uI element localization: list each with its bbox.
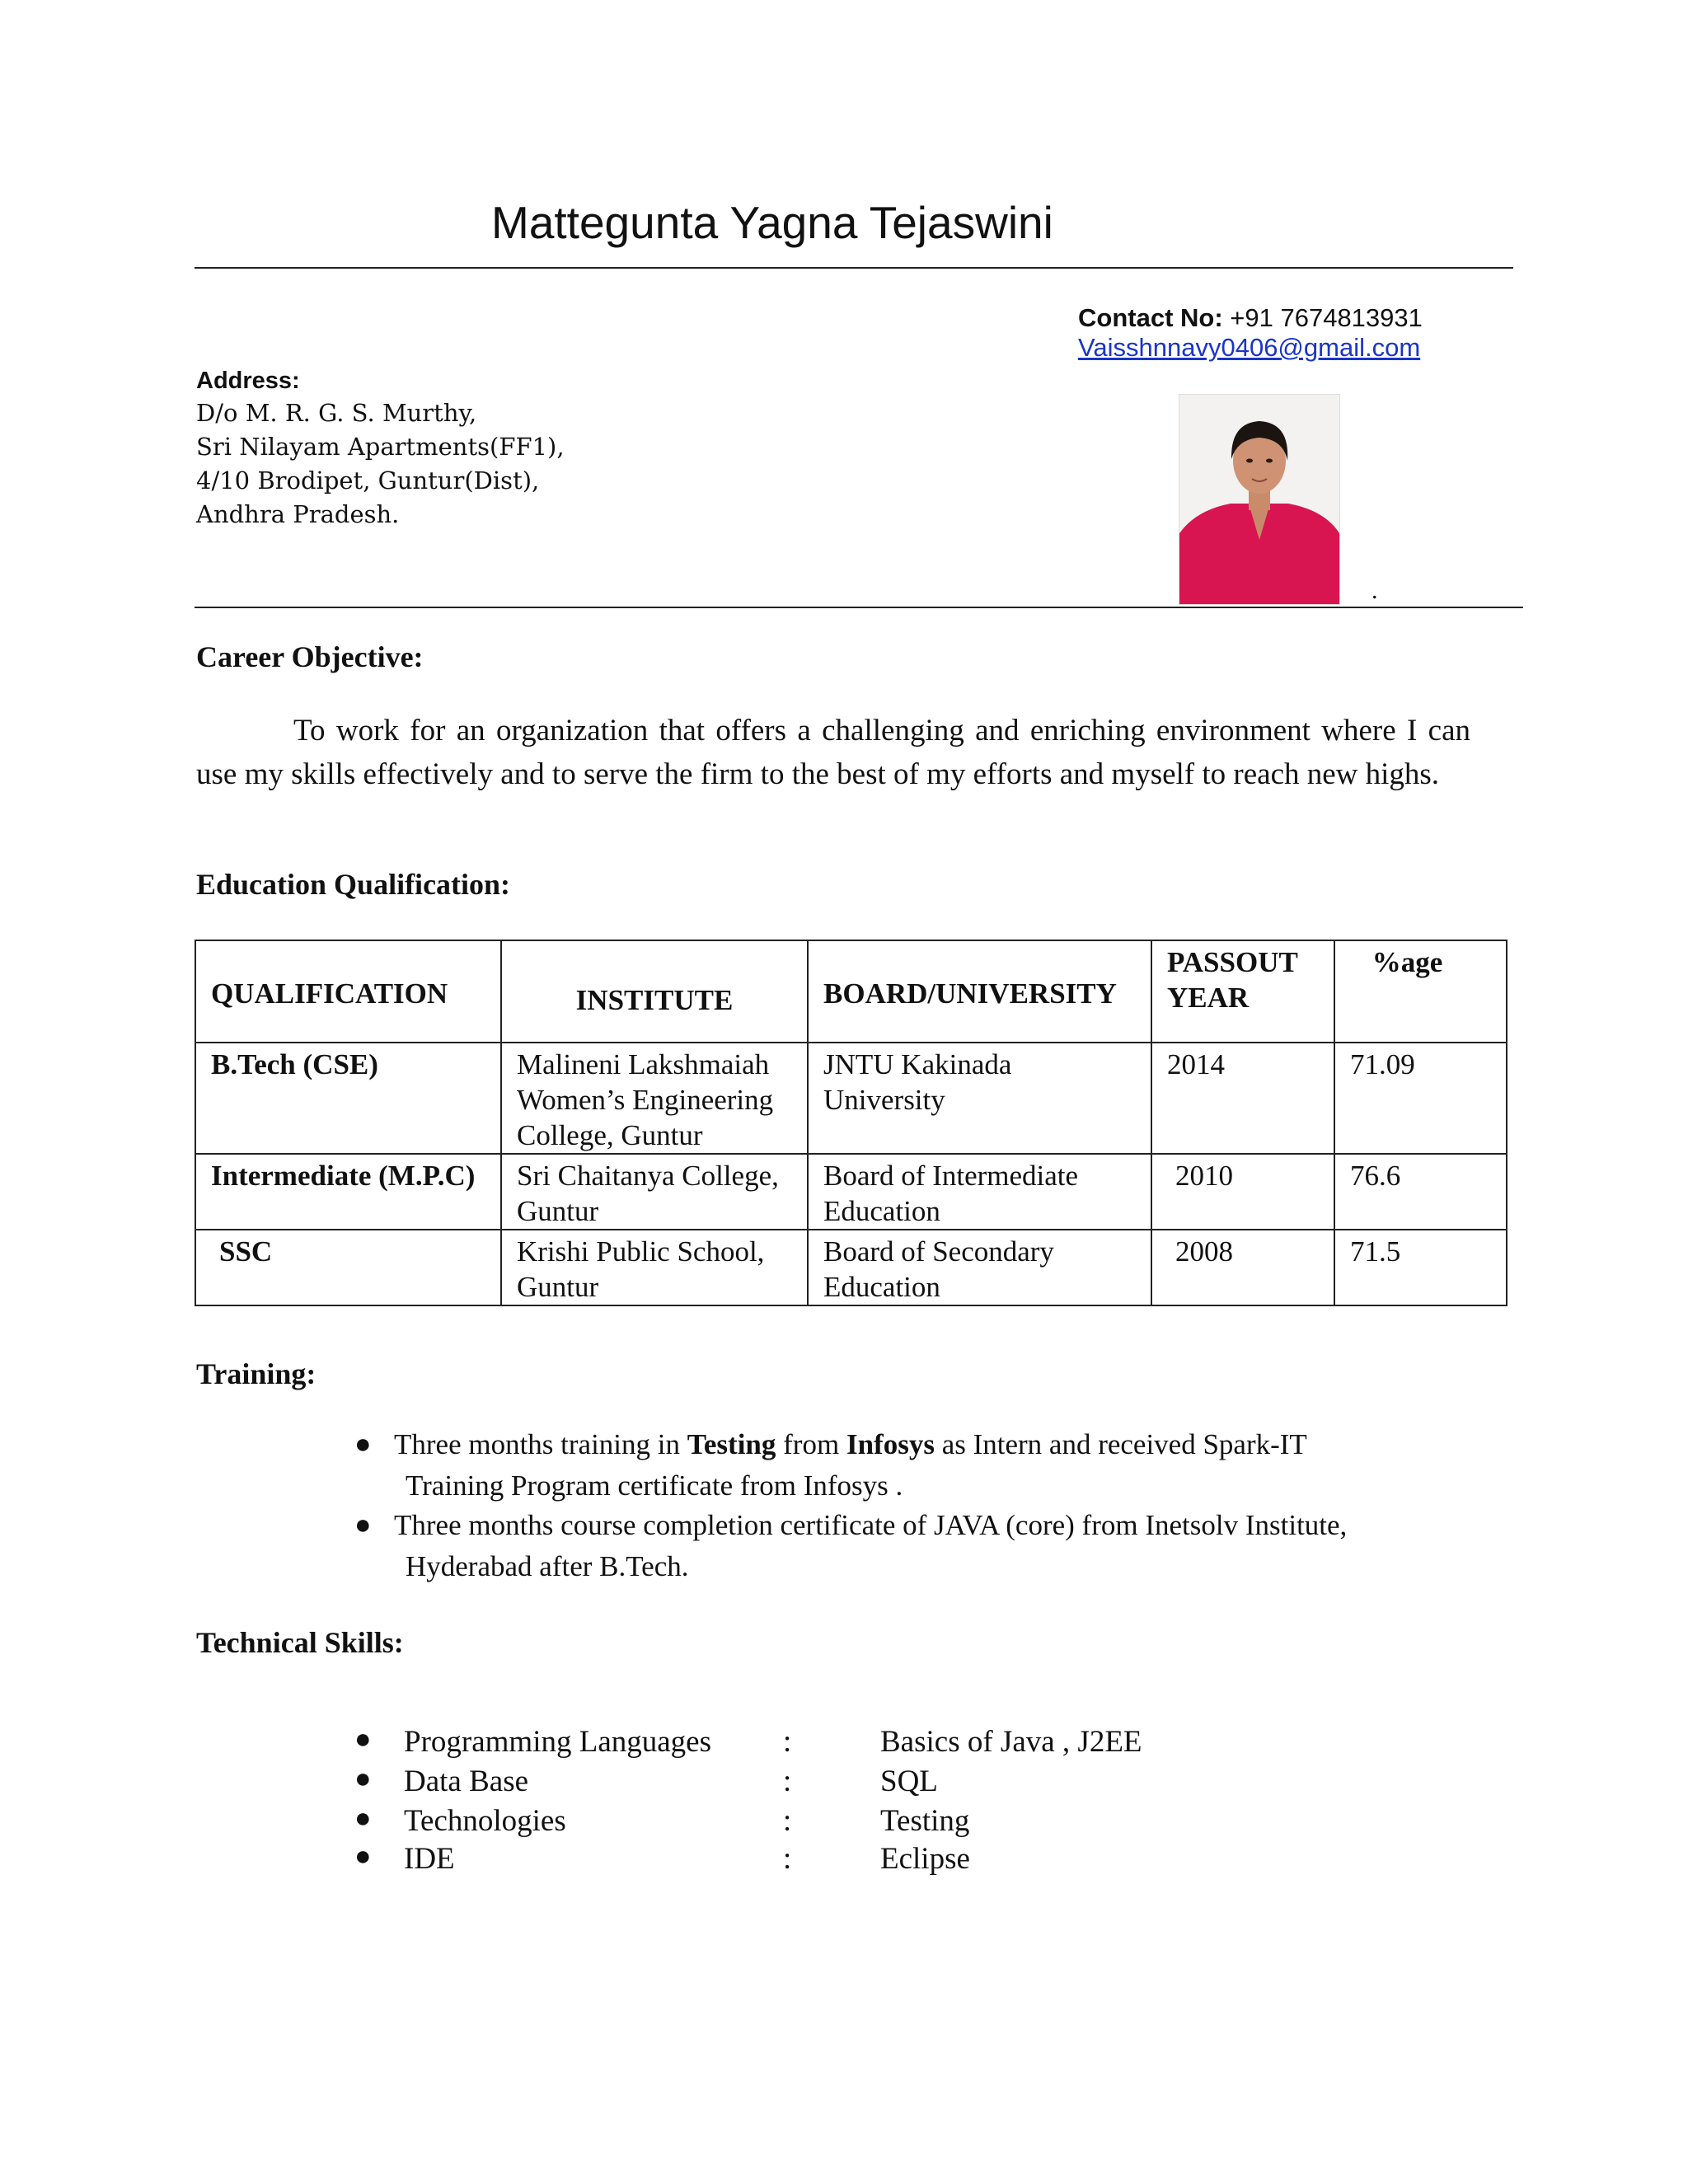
training-text: Three months training in xyxy=(394,1428,687,1460)
education-heading: Education Qualification: xyxy=(196,868,511,901)
skill-separator: : xyxy=(783,1804,792,1838)
cell-board: Board of Intermediate Education xyxy=(808,1154,1151,1230)
cell-institute: Krishi Public School, Guntur xyxy=(501,1230,808,1305)
photo-dot: . xyxy=(1372,577,1378,604)
training-heading: Training: xyxy=(196,1357,316,1390)
table-row xyxy=(195,1154,1507,1230)
cell-year: 2008 xyxy=(1151,1230,1334,1305)
address-line: 4/10 Brodipet, Guntur(Dist), xyxy=(196,466,540,494)
technical-skills-heading: Technical Skills: xyxy=(196,1626,404,1659)
training-emphasis: Infosys xyxy=(846,1428,935,1460)
bullet-icon: ● xyxy=(354,1724,372,1755)
skill-value: Eclipse xyxy=(880,1842,970,1876)
col-header-passout-year: PASSOUT YEAR xyxy=(1151,940,1334,1043)
training-emphasis: Testing xyxy=(687,1428,776,1460)
career-objective-heading: Career Objective: xyxy=(196,640,424,673)
skill-label: Data Base xyxy=(404,1765,529,1798)
training-text: Three months course completion certificate of JAVA (core) from Inetsolv Institute, xyxy=(394,1509,1348,1541)
training-text: from xyxy=(776,1428,846,1460)
cell-percent: 76.6 xyxy=(1334,1154,1507,1230)
cell-year: 2010 xyxy=(1151,1154,1334,1230)
education-table xyxy=(195,940,1507,1306)
skill-separator: : xyxy=(783,1842,792,1876)
contact-label: Contact No: xyxy=(1078,303,1223,332)
table-header-row xyxy=(195,940,1507,1043)
email-link[interactable]: Vaisshnnavy0406@gmail.com xyxy=(1078,333,1421,362)
training-text: Hyderabad after B.Tech. xyxy=(406,1550,689,1582)
section-divider xyxy=(195,607,1523,608)
address-line: D/o M. R. G. S. Murthy, xyxy=(196,399,477,427)
table-row xyxy=(195,1230,1507,1305)
skill-label: IDE xyxy=(404,1842,455,1876)
col-header-board: BOARD/UNIVERSITY xyxy=(808,940,1151,1043)
col-header-qualification: QUALIFICATION xyxy=(195,940,501,1043)
skill-value: Basics of Java , J2EE xyxy=(880,1725,1142,1759)
table-row xyxy=(195,1043,1507,1154)
bullet-icon: ● xyxy=(354,1841,372,1872)
col-header-percentage: %age xyxy=(1334,940,1507,1043)
cell-board: JNTU Kakinada University xyxy=(808,1043,1151,1154)
cell-qualification: Intermediate (M.P.C) xyxy=(195,1154,501,1230)
address-label: Address: xyxy=(196,368,300,394)
cell-board: Board of Secondary Education xyxy=(808,1230,1151,1305)
training-item xyxy=(354,1424,1508,1507)
cell-qualification: SSC xyxy=(195,1230,501,1305)
contact-value: +91 7674813931 xyxy=(1230,303,1423,332)
career-objective-text: To work for an organization that offers a challenging and enriching environment where I can use my skills effectively and to serve the firm to the best of my efforts and myself to reach new highs. xyxy=(196,714,1470,791)
cell-institute: Sri Chaitanya College, Guntur xyxy=(501,1154,808,1230)
bullet-icon: ● xyxy=(354,1764,372,1794)
skill-value: SQL xyxy=(880,1765,938,1798)
profile-photo xyxy=(1179,394,1340,605)
skill-label: Technologies xyxy=(404,1804,566,1838)
address-line: Sri Nilayam Apartments(FF1), xyxy=(196,433,565,461)
training-item xyxy=(354,1505,1508,1587)
cell-percent: 71.09 xyxy=(1334,1043,1507,1154)
candidate-name: Mattegunta Yagna Tejaswini xyxy=(491,197,1053,248)
header-divider xyxy=(195,267,1513,269)
cell-year: 2014 xyxy=(1151,1043,1334,1154)
training-text: Training Program certificate from Infosys . xyxy=(406,1469,903,1502)
bullet-icon: ● xyxy=(354,1510,372,1540)
training-text: as Intern and received Spark-IT xyxy=(934,1428,1307,1460)
bullet-icon: ● xyxy=(354,1803,372,1834)
contact-number xyxy=(1078,303,1423,333)
bullet-icon: ● xyxy=(354,1429,372,1460)
cell-percent: 71.5 xyxy=(1334,1230,1507,1305)
skill-label: Programming Languages xyxy=(404,1725,711,1759)
skill-separator: : xyxy=(783,1765,792,1798)
cell-qualification: B.Tech (CSE) xyxy=(195,1043,501,1154)
skill-value: Testing xyxy=(880,1804,970,1838)
cell-institute: Malineni Lakshmaiah Women’s Engineering College, Guntur xyxy=(501,1043,808,1154)
address-line: Andhra Pradesh. xyxy=(196,500,400,528)
skill-separator: : xyxy=(783,1725,792,1759)
col-header-institute: INSTITUTE xyxy=(501,940,808,1043)
